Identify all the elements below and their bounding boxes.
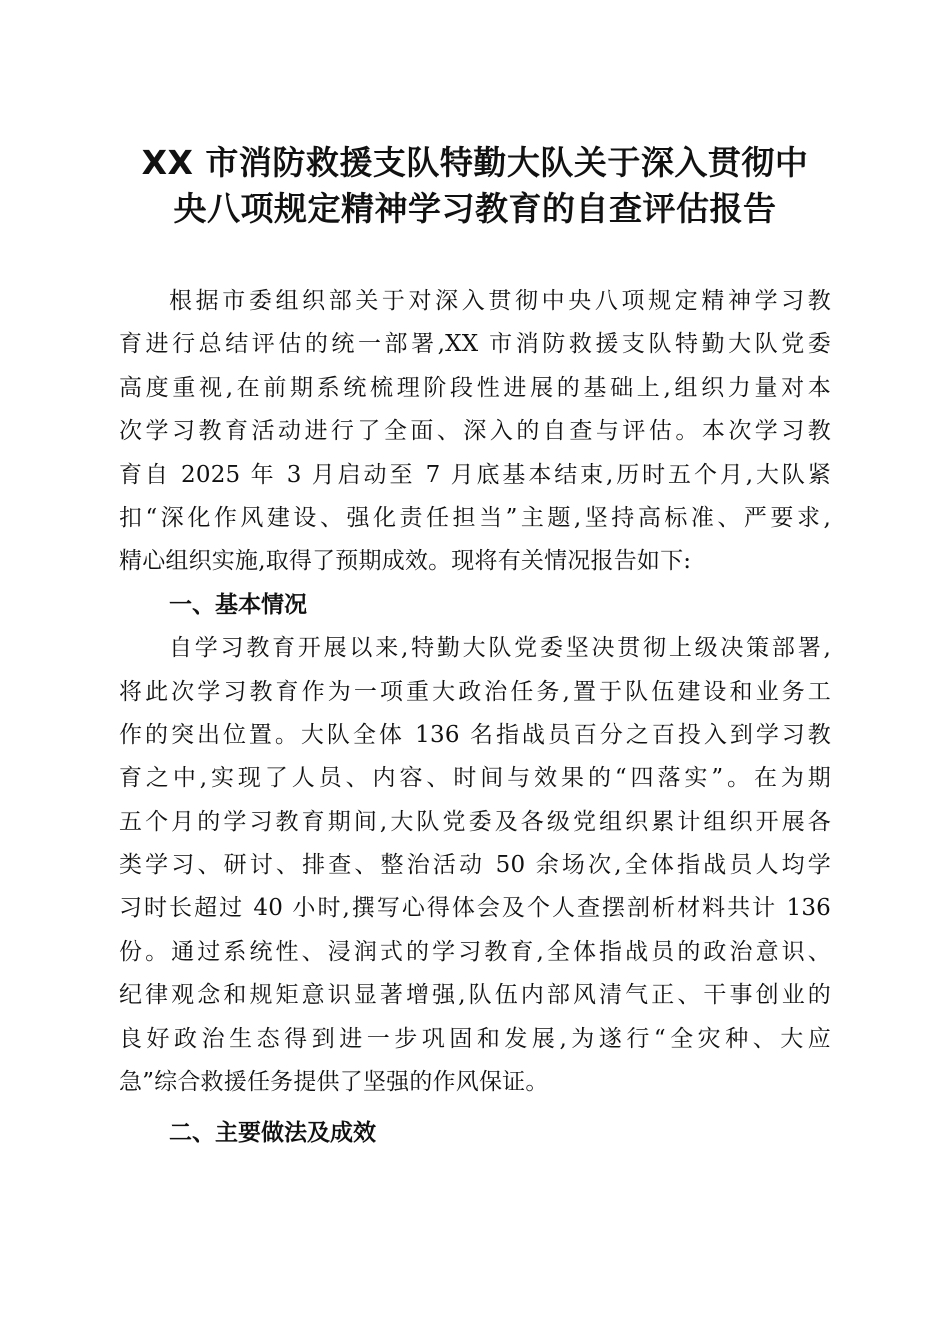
document-title (120, 140, 830, 232)
paragraph-line: 育进行总结评估的统一部署,XX 市消防救援支队特勤大队党委 (119, 331, 831, 358)
paragraph-line: 将此次学习教育作为一项重大政治任务,置于队伍建设和业务工 (119, 678, 831, 705)
paragraph-line: 次学习教育活动进行了全面、深入的自查与评估。本次学习教 (119, 418, 831, 445)
paragraph-line: 作的突出位置。大队全体 136 名指战员百分之百投入到学习教 (119, 721, 831, 748)
paragraph-line: 纪律观念和规矩意识显著增强,队伍内部风清气正、干事创业的 (119, 982, 831, 1009)
intro-paragraph (119, 280, 831, 584)
section-heading-basic-situation: 一、基本情况 (169, 591, 307, 618)
title-line: 央八项规定精神学习教育的自查评估报告 (173, 189, 777, 228)
paragraph-line: 五个月的学习教育期间,大队党委及各级党组织累计组织开展各 (119, 808, 831, 835)
paragraph-line: 扣“深化作风建设、强化责任担当”主题,坚持高标准、严要求, (119, 504, 831, 531)
paragraph-line: 精心组织实施,取得了预期成效。现将有关情况报告如下: (119, 548, 692, 575)
document-body (119, 280, 831, 1156)
paragraph-line: 高度重视,在前期系统梳理阶段性进展的基础上,组织力量对本 (119, 374, 831, 401)
basic-situation-paragraph (119, 627, 831, 1104)
paragraph-line: 育之中,实现了人员、内容、时间与效果的“四落实”。在为期 (119, 765, 831, 792)
paragraph-line: 份。通过系统性、浸润式的学习教育,全体指战员的政治意识、 (119, 938, 831, 965)
paragraph-line: 急”综合救援任务提供了坚强的作风保证。 (119, 1069, 549, 1096)
paragraph-line: 自学习教育开展以来,特勤大队党委坚决贯彻上级决策部署, (169, 635, 831, 662)
paragraph-line: 根据市委组织部关于对深入贯彻中央八项规定精神学习教 (169, 288, 831, 314)
paragraph-line: 育自 2025 年 3 月启动至 7 月底基本结束,历时五个月,大队紧 (119, 461, 831, 488)
paragraph-line: 类学习、研讨、排查、整治活动 50 余场次,全体指战员人均学 (119, 852, 831, 879)
title-line: XX 市消防救援支队特勤大队关于深入贯彻中 (141, 143, 809, 182)
paragraph-line: 良好政治生态得到进一步巩固和发展,为遂行“全灾种、大应 (119, 1025, 831, 1052)
paragraph-line: 习时长超过 40 小时,撰写心得体会及个人查摆剖析材料共计 136 (119, 895, 831, 922)
section-heading-main-practices: 二、主要做法及成效 (169, 1120, 376, 1147)
